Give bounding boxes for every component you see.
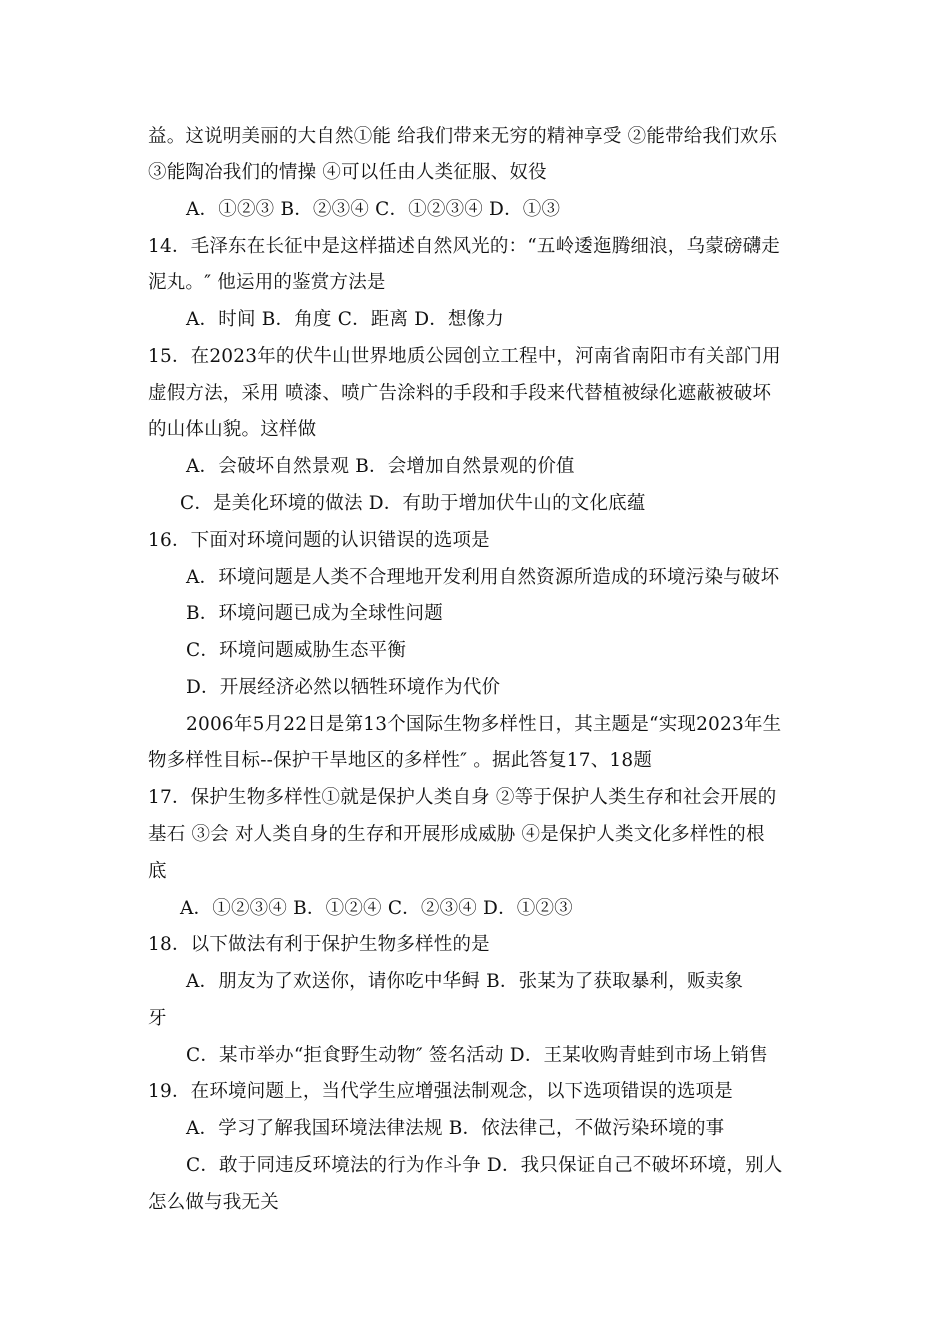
answer-options: C．敢于同违反环境法的行为作斗争 D．我只保证自己不破坏环境，别人: [186, 1155, 783, 1176]
text-line: ③能陶冶我们的情操 ④可以任由人类征服、奴役: [148, 162, 547, 183]
text-line: 怎么做与我无关: [148, 1192, 279, 1213]
question-16: 16．下面对环境问题的认识错误的选项是: [148, 530, 490, 551]
text-line: 虚假方法，采用 喷漆、喷广告涂料的手段和手段来代替植被绿化遮蔽被破坏: [148, 383, 772, 404]
question-15: 15．在2023年的伏牛山世界地质公园创立工程中，河南省南阳市有关部门用: [148, 346, 781, 367]
answer-options: A．时间 B．角度 C．距离 D．想像力: [186, 309, 505, 330]
text-line: 物多样性目标--保护干旱地区的多样性″ 。据此答复17、18题: [148, 750, 653, 771]
answer-option-c: C．环境问题威胁生态平衡: [186, 640, 407, 661]
text-line: 的山体山貌。这样做: [148, 419, 317, 440]
answer-options: C．是美化环境的做法 D．有助于增加伏牛山的文化底蕴: [180, 493, 646, 514]
text-line: 牙: [148, 1008, 167, 1029]
answer-options: A．①②③④ B．①②④ C．②③④ D．①②③: [180, 898, 573, 919]
question-14: 14．毛泽东在长征中是这样描述自然风光的：“五岭逶迤腾细浪，乌蒙磅礴走: [148, 236, 781, 257]
text-line: 益。这说明美丽的大自然①能 给我们带来无穷的精神享受 ②能带给我们欢乐: [148, 126, 778, 147]
question-19: 19．在环境问题上，当代学生应增强法制观念，以下选项错误的选项是: [148, 1081, 733, 1102]
answer-options: A．①②③ B．②③④ C．①②③④ D．①③: [186, 199, 561, 220]
answer-options: A．学习了解我国环境法律法规 B．依法律己，不做污染环境的事: [186, 1118, 725, 1139]
text-line: 基石 ③会 对人类自身的生存和开展形成威胁 ④是保护人类文化多样性的根: [148, 824, 765, 845]
answer-options: C．某市举办“拒食野生动物″ 签名活动 D．王某收购青蛙到市场上销售: [186, 1045, 768, 1066]
text-line: 底: [148, 861, 167, 882]
question-17: 17．保护生物多样性①就是保护人类自身 ②等于保护人类生存和社会开展的: [148, 787, 777, 808]
answer-option-a: A．环境问题是人类不合理地开发利用自然资源所造成的环境污染与破坏: [186, 567, 780, 588]
question-18: 18．以下做法有利于保护生物多样性的是: [148, 934, 490, 955]
answer-options: A．朋友为了欢送你，请你吃中华鲟 B．张某为了获取暴利，贩卖象: [186, 971, 744, 992]
text-line: 泥丸。″ 他运用的鉴赏方法是: [148, 272, 386, 293]
answer-options: A．会破坏自然景观 B．会增加自然景观的价值: [186, 456, 575, 477]
answer-option-b: B．环境问题已成为全球性问题: [186, 603, 443, 624]
passage-intro: 2006年5月22日是第13个国际生物多样性日，其主题是“实现2023年生: [186, 714, 782, 735]
answer-option-d: D．开展经济必然以牺牲环境作为代价: [186, 677, 501, 698]
